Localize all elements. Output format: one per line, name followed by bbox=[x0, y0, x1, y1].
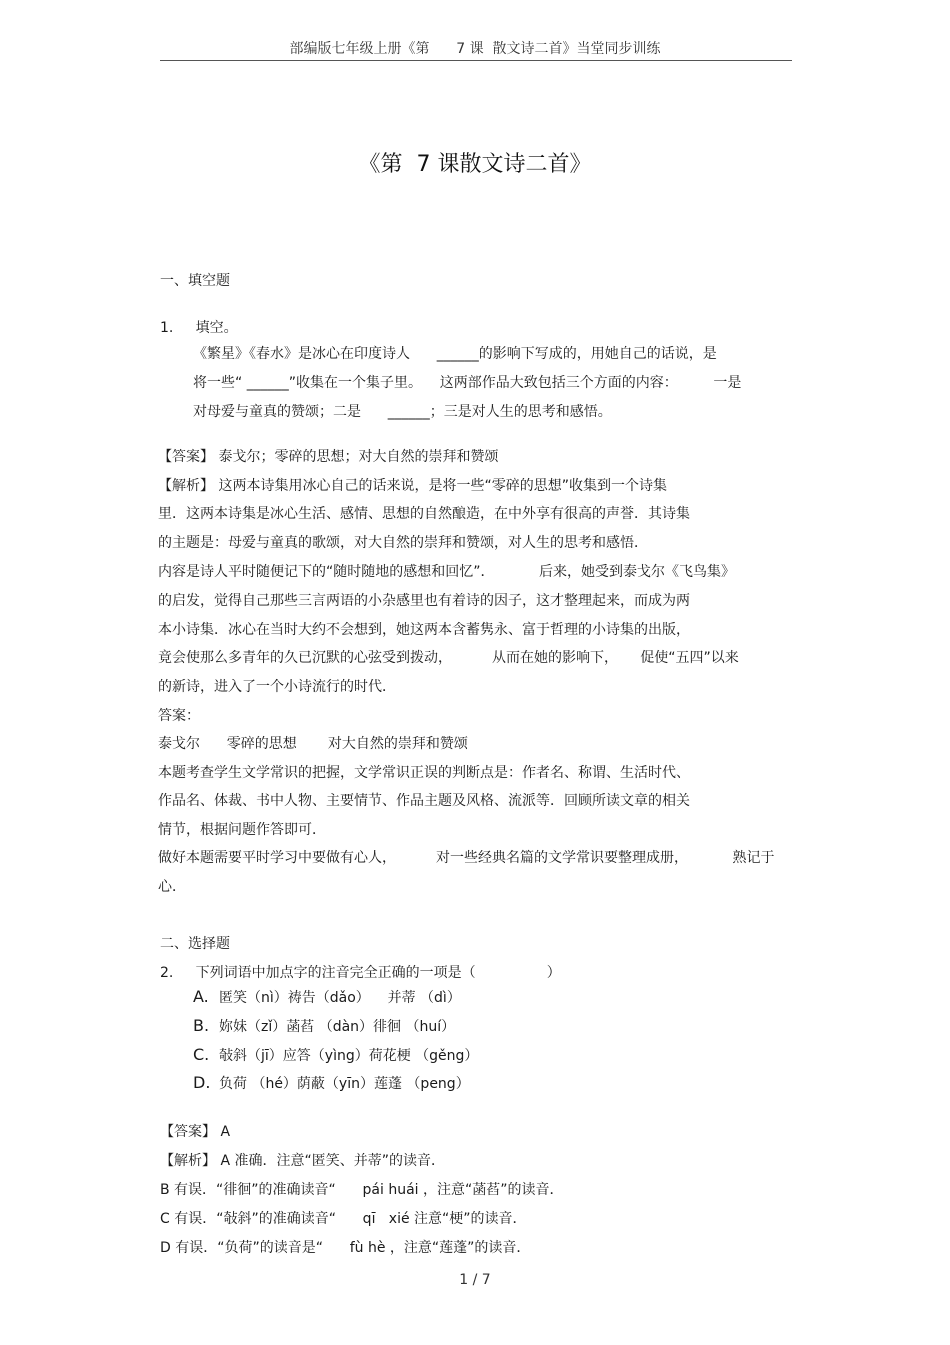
q1-analysis-line: 的新诗，进入了一个小诗流行的时代． bbox=[158, 679, 396, 695]
q1-analysis-line: 情节，根据问题作答即可． bbox=[158, 822, 326, 838]
option-a bbox=[193, 987, 461, 1007]
q1-analysis-line: 本题考查学生文学常识的把握，文学常识正误的判断点是：作者名、称谓、生活时代、 bbox=[158, 765, 690, 781]
q1-answer: 【答案】 泰戈尔；零碎的思想；对大自然的崇拜和赞颂 bbox=[158, 449, 499, 465]
option-d-letter: D. bbox=[193, 1073, 211, 1092]
q1-analysis-line: 答案： bbox=[158, 708, 200, 724]
q1-analysis-line: 做好本题需要平时学习中要做有心人， 对一些经典名篇的文学常识要整理成册， 熟记于 bbox=[158, 850, 775, 866]
option-a-letter: A. bbox=[193, 987, 209, 1006]
option-b-text: 妳妹（zǐ）菡萏 （dàn）徘徊 （huí） bbox=[219, 1019, 456, 1035]
q2-analysis-line: D 有误．“负荷”的读音是“ fù hè ，注意“莲蓬”的读音． bbox=[160, 1240, 531, 1256]
q1-line: 将一些“ ______”收集在一个集子里。 这两部作品大致包括三个方面的内容： 一是 bbox=[193, 375, 742, 391]
option-a-text: 匿笑（nì）祷告（dǎo） 并蒂 （dì） bbox=[219, 990, 461, 1006]
q1-line: 《繁星》《春水》是冰心在印度诗人 ______的影响下写成的，用她自己的话说，是 bbox=[193, 346, 717, 362]
q1-analysis-line: 的主题是：母爱与童真的歌颂，对大自然的崇拜和赞颂，对人生的思考和感悟． bbox=[158, 535, 648, 551]
q1-analysis-line: 里．这两本诗集是冰心生活、感情、思想的自然酿造，在中外享有很高的声誉．其诗集 bbox=[158, 506, 690, 522]
q1-analysis-line: 内容是诗人平时随便记下的“随时随地的感想和回忆”． 后来，她受到泰戈尔《飞鸟集》 bbox=[158, 564, 736, 580]
page-title: 《第 7 课散文诗二首》 bbox=[358, 152, 592, 177]
option-b bbox=[193, 1016, 455, 1036]
option-d-text: 负荷 （hé）荫蔽（yīn）莲蓬 （peng） bbox=[219, 1076, 470, 1092]
q2-analysis-line: 【解析】 A 准确．注意“匿笑、并蒂”的读音． bbox=[160, 1153, 445, 1169]
q1-analysis-line: 本小诗集．冰心在当时大约不会想到，她这两本含蓄隽永、富于哲理的小诗集的出版， bbox=[158, 622, 690, 638]
option-b-letter: B. bbox=[193, 1016, 210, 1035]
section-1-heading: 一、填空题 bbox=[160, 273, 230, 289]
q1-line: 对母爱与童真的赞颂；二是 ______；三是对人生的思考和感悟。 bbox=[193, 404, 612, 420]
page-header: 部编版七年级上册《第 7 课 散文诗二首》当堂同步训练 bbox=[289, 41, 661, 57]
q2-answer: 【答案】 A bbox=[160, 1124, 231, 1140]
q1-analysis-line: 【解析】 这两本诗集用冰心自己的话来说，是将一些“零碎的思想”收集到一个诗集 bbox=[158, 478, 667, 494]
option-c bbox=[193, 1045, 478, 1065]
q1-analysis-line: 心． bbox=[158, 879, 186, 895]
q1-analysis-line: 作品名、体裁、书中人物、主要情节、作品主题及风格、流派等．回顾所读文章的相关 bbox=[158, 793, 690, 809]
q2-analysis-line: C 有误．“敧斜”的准确读音“ qī xié 注意“梗”的读音． bbox=[160, 1211, 527, 1227]
q2-analysis-line: B 有误．“徘徊”的准确读音“ pái huái ，注意“菡萏”的读音． bbox=[160, 1182, 564, 1198]
q1-analysis-line: 泰戈尔 零碎的思想 对大自然的崇拜和赞颂 bbox=[158, 736, 468, 752]
option-c-text: 敧斜（jī）应答（yìng）荷花梗 （gěng） bbox=[219, 1048, 479, 1064]
header-rule bbox=[160, 60, 792, 61]
q2-stem: 2. 下列词语中加点字的注音完全正确的一项是（ ） bbox=[160, 965, 561, 981]
section-2-heading: 二、选择题 bbox=[160, 936, 230, 952]
option-d bbox=[193, 1073, 470, 1093]
q1-analysis-line: 的启发，觉得自己那些三言两语的小杂感里也有着诗的因子，这才整理起来，而成为两 bbox=[158, 593, 690, 609]
option-c-letter: C. bbox=[193, 1045, 210, 1064]
page-number: 1 / 7 bbox=[459, 1272, 491, 1288]
q1-analysis-line: 竟会使那么多青年的久已沉默的心弦受到拨动， 从而在她的影响下， 促使“五四”以来 bbox=[158, 650, 739, 666]
q1-label: 1. 填空。 bbox=[160, 320, 238, 336]
